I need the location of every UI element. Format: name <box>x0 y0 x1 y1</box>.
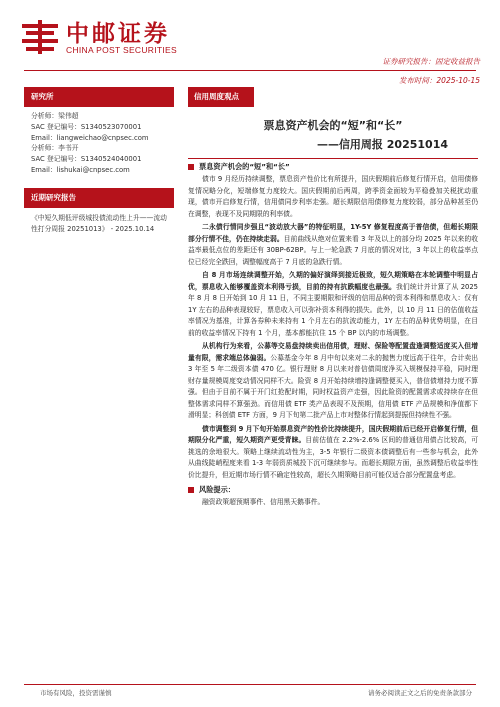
footer-risk-note: 市场有风险，投资需谨慎 <box>40 689 112 697</box>
report-type: 证券研究报告：固定收益报告 <box>382 57 480 66</box>
risk-title: 风险提示： <box>199 485 235 494</box>
section-heading <box>188 162 478 172</box>
analyst-line: 分析师：梁伟超 <box>31 112 79 120</box>
risk-warning: 融资政策超预期事件、信用黑天鹅事件。 <box>202 498 325 506</box>
paragraph-lead: 自 8 月市场连续调整开始，久期的偏好演绎到接近极致，短久期策略在本轮调整中明显占优，票息收入能够覆盖资本利得亏损，目前的持有抗跌幅度也最强。 <box>188 271 478 291</box>
analyst-info <box>24 107 174 182</box>
paragraph-lead: 债市调整到 9 月下旬开始票息资产的性价比持续提升，国庆假期前后已经开启修复行情，但期限分化严重，短久期资产更受青睐。 <box>188 424 478 444</box>
brand-name-en: CHINA POST SECURITIES <box>66 45 177 55</box>
paragraph: 债市 9 月经历持续调整，票息资产性价比有所提升，国庆假期前后修复行情开启，信用债修复情况略分化，短端修复力度较大。国庆假期前后两周，跨季资金面较为平稳叠加关税扰动重现，债市开启修复行情，信用债同步利率走强。超长期限信用债修复力度较弱，部分品种甚至仍在调整，表现不及同期限的利率债。 <box>188 175 478 218</box>
footer-divider <box>24 684 476 685</box>
report-title: 票息资产机会的“短”和“长” <box>263 119 403 132</box>
analyst-email[interactable]: Email：lishukai@cnpsec.com <box>31 165 130 174</box>
paragraph <box>188 270 478 339</box>
section-title: 票息资产机会的“短”和“长” <box>199 162 290 171</box>
research-institute-heading: 研究所 <box>24 87 174 107</box>
title-divider <box>188 158 478 159</box>
brand-name-cn: 中邮证券 <box>66 21 170 47</box>
paragraph <box>188 424 478 482</box>
publish-date: 发布时间：2025-10-15 <box>398 76 480 85</box>
footer-disclaimer-note: 请务必阅读正文之后的免责条款部分 <box>368 689 472 697</box>
china-post-logo-icon <box>18 18 62 56</box>
report-header <box>0 0 500 95</box>
analyst-email[interactable]: Email：liangweichao@cnpsec.com <box>31 133 149 142</box>
paragraph-lead: 从机构行为来看，公募等交易盘持续卖出信用债，理财、保险等配置盘逢调整适度买入但增量有限，需求端总体偏弱。 <box>188 342 478 362</box>
analyst-line: 分析师：李书开 <box>31 144 79 153</box>
paragraph <box>188 222 478 268</box>
square-bullet-icon <box>188 164 194 170</box>
paragraph <box>188 341 478 422</box>
paragraph-body: 我们统计并计算了从 2025 年 8 月 8 日开始到 10 月 11 日，不同主要期限和评级的信用品种的资本利得和票息收入：仅有 1Y 左右的品种表现较好，票息收入可以弥补资本利得的损失。此外，以 10 月 11 日的估值收益率情况为基准，计算各券种未来持有 1 个月左右的抗波动能力，1Y 左右的品种优势明显，在目前的收益率情况下持有 1 个月，基本都能抗住 15 个 BP 以内的市场调整。 <box>188 282 478 337</box>
risk-heading <box>188 485 478 495</box>
paragraph-body: 目前曲线从绝对位置来看 3 年及以上的部分均 2025 年以来的收益率最低点位的差距还有 30BP-62BP。与上一轮急跌 7 月底的情况对比，3 年以上的收益率点位已经完全跌回，调整幅度高于 7 月底的急跌行情。 <box>188 234 479 266</box>
paragraph-lead: 二永债行情同步强且“波动放大器”的特征明显，1Y-5Y 修复程度高于普信债，但超长期限部分行情不佳，仍在持续走弱。 <box>188 223 478 243</box>
main-content <box>188 87 478 509</box>
recent-reports-heading: 近期研究报告 <box>24 188 174 208</box>
analyst-line: SAC 登记编号：S1340523070001 <box>31 122 142 131</box>
header-divider <box>24 70 476 71</box>
paragraph-body: 目前估值在 2.2%-2.6% 区间的普通信用债占比较高，可挑选的余地很大。策略上继续流动性为主，3-5 年银行二级资本债调整后有一些参与机会，此外从曲线陡峭程度来看 1-3 年弱资质城投下沉可继续参与。而超长期限方面，虽然调整后收益率性价比提升，但近期市场行情不确定性较高，超长久期策略目前可能仅适合部分配置盘考虑。 <box>188 436 479 479</box>
recent-report-link[interactable]: 《中短久期低评级城投债流动性上升——流动性打分周报 20251013》 - 2025.10.14 <box>31 213 167 233</box>
square-bullet-icon <box>188 487 194 493</box>
paragraph-body: 公募基金今年 8 月中旬以来对二永的抛售力度远高于往年，合计卖出 3 年至 5 年二级资本债 470 亿。银行理财 8 月以来对普信债周度净买入规模保持平稳，同时理财存量规模周度变动情况同样不大。险资 8 月开始持续增持逢调整便买入，普信债增持力度不算强。但由于目前不属于开门红抢配时期，同时权益资产走强，因此险资的配置需求或持续存在但整体需求同样不算强劲。而信用债 ETF 类产品表现不及预期，信用债 ETF 产品规模和净值都下滑明显；科创债 ETF 方面，9 月下旬第二批产品上市对整体行情起到提振但持续性不强。 <box>188 353 478 419</box>
analyst-line: SAC 登记编号：S1340524040001 <box>31 155 142 164</box>
weekly-view-tag: 信用周度观点 <box>188 87 254 107</box>
report-subtitle: ——信用周报 20251014 <box>316 138 448 151</box>
sidebar <box>24 87 174 240</box>
